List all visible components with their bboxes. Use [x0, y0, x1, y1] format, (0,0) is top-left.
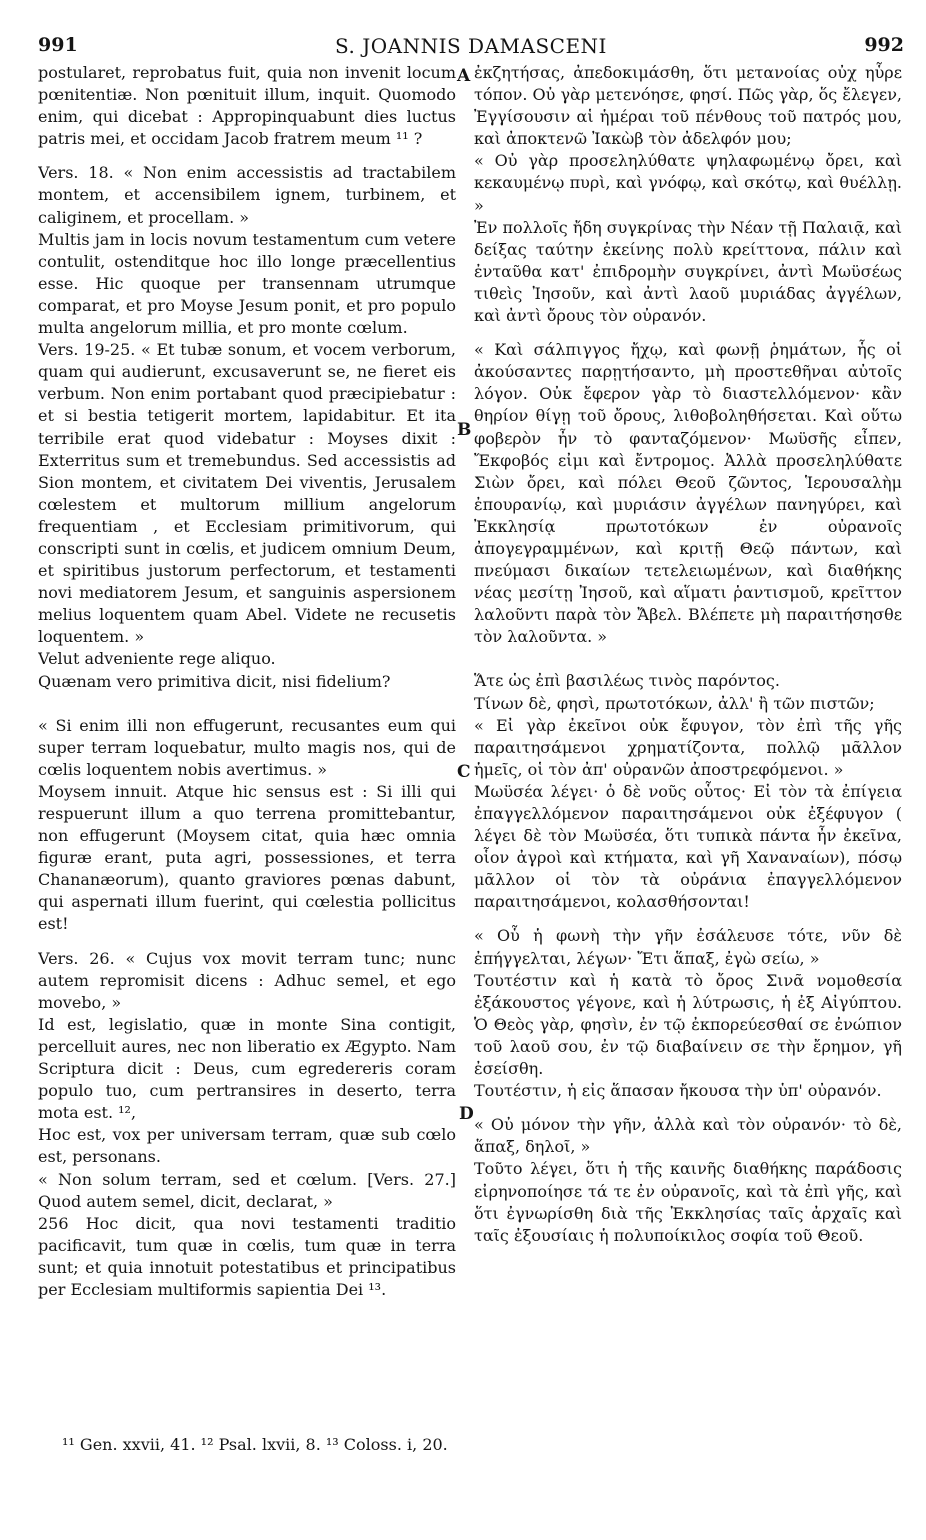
latin-paragraph: Vers. 18. « Non enim accessistis ad tractabilem montem, et accensibilem ignem, turbinem, et caliginem, et procellam. » [38, 163, 456, 227]
page-number-right: 992 [864, 34, 904, 56]
greek-paragraph: « Καὶ σάλπιγγος ἤχῳ, καὶ φωνῇ ῥημάτων, ἧς οἱ ἀκούσαντες παρῃτήσαντο, μὴ προστεθῆναι αὐτοῖς λόγον. Οὐκ ἔφερον γὰρ τὸ διαστελλόμενον· κἂν θηρίον θίγῃ τοῦ ὄρους, λιθοβοληθήσεται. Καὶ οὕτω φοβερὸν ἦν τὸ φανταζόμενον· Μωϋσῆς εἶπεν, Ἔκφοβός εἰμι καὶ ἔντρομος. Ἀλλὰ προσεληλύθατε Σιὼν ὄρει, καὶ πόλει Θεοῦ ζῶντος, Ἱερουσαλὴμ ἐπουρανίῳ, καὶ μυριάσιν ἀγγέλων πανηγύρει, καὶ Ἐκκλησίᾳ πρωτοτόκων ἐν οὐρανοῖς ἀπογεγραμμένων, καὶ κριτῇ Θεῷ πάντων, καὶ πνεύμασι δικαίων τετελειωμένων, καὶ διαθήκης νέας μεσίτῃ Ἰησοῦ, καὶ αἵματι ῥαντισμοῦ, κρεῖττον λαλοῦντι παρὰ τὸν Ἄβελ. Βλέπετε μὴ παραιτήσησθε τὸν λαλοῦντα. » [474, 340, 902, 647]
greek-paragraph: ἐκζητήσας, ἀπεδοκιμάσθη, ὅτι μετανοίας οὐχ ηὗρε τόπον. Οὐ γὰρ μετενόησε, φησί. Πῶς γὰρ, ὅς ἔλεγεν, Ἐγγίσουσιν αἱ ἡμέραι τοῦ πένθους τοῦ πατρός μου, καὶ ἀποκτενῶ Ἰακὼβ τὸν ἀδελφόν μου; [474, 63, 902, 149]
page-number-left: 991 [38, 34, 78, 56]
footnotes: ¹¹ Gen. xxvii, 41. ¹² Psal. lxvii, 8. ¹³ Coloss. i, 20. [62, 1435, 448, 1454]
latin-paragraph: Moysem innuit. Atque hic sensus est : Si illi qui respuerunt illum a quo terrena promittebantur, non effugerunt (Moysem citat, quia hæc omnia figuræ erant, puta agri, possessiones, et terra Chananæorum), quanto graviores pœnas dabunt, qui aspernati illum fuerint, qui cœlestia pollicitus est! [38, 781, 456, 934]
greek-paragraph: Μωϋσέα λέγει· ὁ δὲ νοῦς οὗτος· Εἰ τὸν τὰ ἐπίγεια ἐπαγγελλόμενον παραιτησάμενοι οὐκ ἐξέφυγον ( λέγει δὲ τὸν Μωϋσέα, ὅτι τυπικὰ πάντα ἦν ἐκεῖνα, οἷον ἀγροὶ καὶ κτήματα, καὶ γῆ Χαναναίων), πόσῳ μᾶλλον οἱ τὸν τὰ οὐράνια ἐπαγγελλόμενον παραιτησάμενοι, κολασθήσονται! [474, 781, 902, 912]
latin-column [38, 62, 456, 1450]
latin-paragraph: « Non solum terram, sed et cœlum. [Vers. 27.] Quod autem semel, dicit, declarat, » [38, 1169, 456, 1211]
latin-paragraph: Quænam vero primitiva dicit, nisi fidelium? [38, 671, 391, 691]
running-title: S. JOANNIS DAMASCENI [335, 34, 607, 58]
greek-paragraph: Ἐν πολλοῖς ἤδη συγκρίνας τὴν Νέαν τῇ Παλαιᾷ, καὶ δείξας ταύτην ἐκείνης πολὺ κρείττονα, πάλιν καὶ ἐνταῦθα κατ' ἐπιδρομὴν συγκρίνει, ἀντὶ Μωϋσέως τιθεὶς Ἰησοῦν, καὶ ἀντὶ λαοῦ μυριάδας ἀγγέλων, καὶ ἀντὶ ὄρους τὸν οὐρανόν. [474, 217, 902, 326]
page-header [38, 34, 904, 60]
greek-paragraph: Ἅτε ὡς ἐπὶ βασιλέως τινὸς παρόντος. [474, 671, 780, 691]
greek-column [474, 62, 902, 1450]
greek-paragraph: « Εἰ γὰρ ἐκεῖνοι οὐκ ἔφυγον, τὸν ἐπὶ τῆς γῆς παραιτησάμενοι χρηματίζοντα, πολλῷ μᾶλλον ἡμεῖς, οἱ τὸν ἀπ' οὐρανῶν ἀποστρεφόμενοι. » [474, 715, 902, 779]
latin-paragraph: postularet, reprobatus fuit, quia non invenit locum pœnitentiæ. Non pœnituit illum, inquit. Quomodo enim, qui dicebat : Appropinquabunt dies luctus patris mei, et occidam Jacob fratrem meum ¹¹ ? [38, 63, 456, 149]
section-marker-a: A [457, 66, 471, 86]
latin-paragraph: Hoc est, vox per universam terram, quæ sub cœlo est, personans. [38, 1125, 456, 1167]
greek-paragraph: « Οὐ γὰρ προσεληλύθατε ψηλαφωμένῳ ὄρει, καὶ κεκαυμένῳ πυρὶ, καὶ γνόφῳ, καὶ σκότῳ, καὶ θυέλλῃ. » [474, 151, 902, 215]
latin-paragraph: Id est, legislatio, quæ in monte Sina contigit, percelluit aures, nec non liberatio ex Ægypto. Nam Scriptura dicit : Deus, cum egredereris coram populo tuo, cum pertransires in deserto, terra mota est. ¹², [38, 1014, 456, 1123]
section-marker-d: D [459, 1104, 474, 1124]
greek-paragraph: Τουτέστιν καὶ ἡ κατὰ τὸ ὄρος Σινᾶ νομοθεσία ἐξάκουστος γέγονε, καὶ ἡ λύτρωσις, ἡ ἐξ Αἰγύπτου. Ὁ Θεὸς γὰρ, φησὶν, ἐν τῷ ἐκπορεύεσθαί σε ἐνώπιον τοῦ λαοῦ σου, ἐν τῷ διαβαίνειν σε τὴν ἔρημον, γῆ ἐσείσθη. [474, 970, 902, 1079]
greek-paragraph: Τοῦτο λέγει, ὅτι ἡ τῆς καινῆς διαθήκης παράδοσις εἰρηνοποίησε τά τε ἐν οὐρανοῖς, καὶ τὰ ἐπὶ γῆς, καὶ ὅτι ἐγνωρίσθη διὰ τῆς Ἐκκλησίας ταῖς ἀρχαῖς καὶ ταῖς ἐξουσίαις ἡ πολυποίκιλος σοφία τοῦ Θεοῦ. [474, 1159, 902, 1245]
latin-paragraph: Velut adveniente rege aliquo. [38, 649, 276, 669]
latin-paragraph: Multis jam in locis novum testamentum cum vetere contulit, ostenditque hoc illo longe præcellentius esse. Hic quoque per transennam utrumque comparat, et pro Moyse Jesum ponit, et pro populo multa angelorum millia, et pro monte cœlum. [38, 229, 456, 338]
greek-paragraph: « Οὐ μόνον τὴν γῆν, ἀλλὰ καὶ τὸν οὐρανόν· τὸ δὲ, ἅπαξ, δηλοῖ, » [474, 1115, 902, 1157]
greek-paragraph: « Οὗ ἡ φωνὴ τὴν γῆν ἐσάλευσε τότε, νῦν δὲ ἐπήγγελται, λέγων· Ἔτι ἅπαξ, ἐγὼ σείω, » [474, 926, 902, 968]
greek-paragraph: Τουτέστιν, ἡ εἰς ἅπασαν ἤκουσα τὴν ὑπ' οὐρανόν. [474, 1081, 882, 1101]
latin-paragraph: Vers. 26. « Cujus vox movit terram tunc; nunc autem repromisit dicens : Adhuc semel, et ego movebo, » [38, 948, 456, 1012]
latin-paragraph: Vers. 19-25. « Et tubæ sonum, et vocem verborum, quam qui audierunt, excusaverunt se, ne fieret eis verbum. Non enim portabant quod præcipiebatur : et si bestia tetigerit mortem, lapidabitur. Et ita terribile erat quod videbatur : Moyses dixit : Exterritus sum et tremebundus. Sed accessistis ad Sion montem, et civitatem Dei viventis, Jerusalem cœlestem et multorum millium angelorum frequentiam , et Ecclesiam primitivorum, qui conscripti sunt in cœlis, et judicem omnium Deum, et spiritibus justorum perfectorum, et testamenti novi mediatorem Jesum, et sanguinis aspersionem melius loquentem quam Abel. Videte ne recusetis loquentem. » [38, 340, 456, 647]
greek-paragraph: Τίνων δὲ, φησὶ, πρωτοτόκων, ἀλλ' ἢ τῶν πιστῶν; [474, 693, 875, 713]
latin-paragraph: 256 Hoc dicit, qua novi testamenti traditio pacificavit, tum quæ in cœlis, tum quæ in terra sunt; et quia innotuit potestatibus et principatibus per Ecclesiam multiformis sapientia Dei ¹³. [38, 1213, 456, 1299]
section-marker-c: C [457, 762, 471, 782]
latin-paragraph: « Si enim illi non effugerunt, recusantes eum qui super terram loquebatur, multo magis nos, qui de cœlis loquentem nobis avertimus. » [38, 715, 456, 779]
section-marker-b: B [457, 420, 472, 440]
